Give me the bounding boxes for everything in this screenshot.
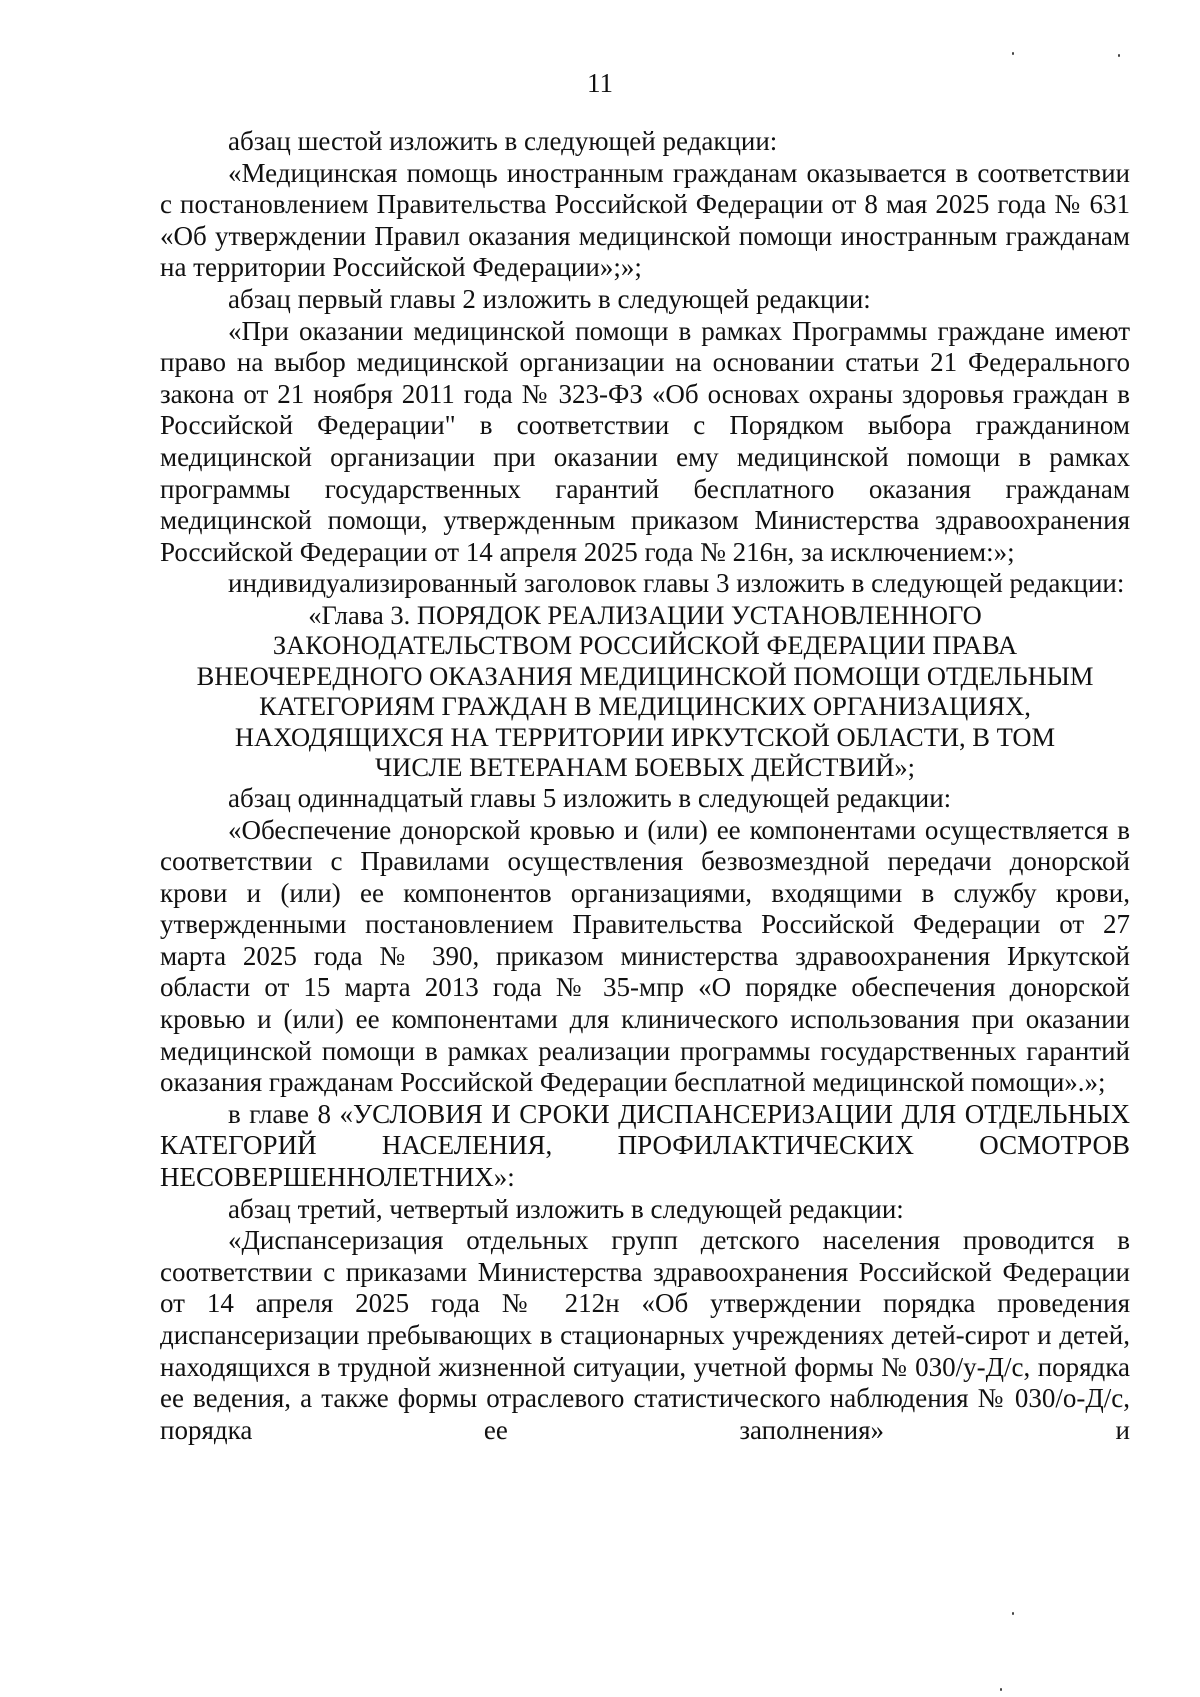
heading-line: КАТЕГОРИЯМ ГРАЖДАН В МЕДИЦИНСКИХ ОРГАНИЗАЦИЯХ, [259, 691, 1031, 722]
heading-line: ЧИСЛЕ ВЕТЕРАНАМ БОЕВЫХ ДЕЙСТВИЙ»; [374, 752, 916, 783]
paragraph: индивидуализированный заголовок главы 3 изложить в следующей редакции: [228, 568, 1125, 599]
heading-line: ЗАКОНОДАТЕЛЬСТВОМ РОССИЙСКОЙ ФЕДЕРАЦИИ ПРАВА [272, 630, 1018, 661]
heading-line: «Глава 3. ПОРЯДОК РЕАЛИЗАЦИИ УСТАНОВЛЕННОГО [308, 599, 982, 630]
paragraph: абзац первый главы 2 изложить в следующей редакции: [228, 283, 871, 314]
scan-speck [1012, 52, 1014, 55]
page-number: 11 [587, 68, 613, 98]
paragraph: «Медицинская помощь иностранным гражданам оказывается в соответствии с постановлением Правительства Российской Федерации от 8 мая 2025 года № 631 «Об утверждении Правил оказания медицинской помощи иностранным гражданам на территории Российской Федерации»;»; [160, 157, 1130, 283]
paragraph: «Диспансеризация отдельных групп детского населения проводится в соответствии с приказами Министерства здравоохранения Российской Федерации от 14 апреля 2025 года № 212н «Об утверждении порядка проведения диспансеризации пребывающих в стационарных учреждениях детей-сирот и детей, находящихся в трудной жизненной ситуации, учетной формы № 030/у-Д/с, порядка ее ведения, а также формы отраслевого статистического наблюдения № 030/о-Д/с, порядка ее заполнения» и [160, 1225, 1130, 1445]
chapter-3-heading [160, 600, 1130, 783]
paragraph: абзац третий, четвертый изложить в следующей редакции: [228, 1193, 904, 1224]
paragraph: «Обеспечение донорской кровью и (или) ее компонентами осуществляется в соответствии с Правилами осуществления безвозмездной передачи донорской крови и (или) ее компонентов организациями, входящими в службу крови, утвержденными постановлением Правительства Российской Федерации от 27 марта 2025 года № 390, приказом министерства здравоохранения Иркутской области от 15 марта 2013 года № 35-мпр «О порядке обеспечения донорской кровью и (или) ее компонентами для клинического использования при оказании медицинской помощи в рамках реализации программы государственных гарантий оказания гражданам Российской Федерации бесплатной медицинской помощи».»; [160, 814, 1130, 1098]
paragraph: «При оказании медицинской помощи в рамках Программы граждане имеют право на выбор медицинской организации на основании статьи 21 Федерального закона от 21 ноября 2011 года № 323-ФЗ «Об основах охраны здоровья граждан в Российской Федерации" в соответствии с Порядком выбора гражданином медицинской организации при оказании ему медицинской помощи в рамках программы государственных гарантий бесплатного оказания гражданам медицинской помощи, утвержденным приказом Министерства здравоохранения Российской Федерации от 14 апреля 2025 года № 216н, за исключением:»; [160, 315, 1130, 567]
paragraph: абзац одиннадцатый главы 5 изложить в следующей редакции: [228, 782, 952, 813]
paragraph: абзац шестой изложить в следующей редакции: [228, 126, 778, 156]
document-body [160, 126, 1130, 1446]
heading-line: НАХОДЯЩИХСЯ НА ТЕРРИТОРИИ ИРКУТСКОЙ ОБЛАСТИ, В ТОМ [234, 721, 1056, 752]
scan-speck [1118, 54, 1120, 57]
paragraph: в главе 8 «УСЛОВИЯ И СРОКИ ДИСПАНСЕРИЗАЦИИ ДЛЯ ОТДЕЛЬНЫХ КАТЕГОРИЙ НАСЕЛЕНИЯ, ПРОФИЛАКТИЧЕСКИХ ОСМОТРОВ НЕСОВЕРШЕННОЛЕТНИХ»: [160, 1098, 1130, 1193]
heading-line: ВНЕОЧЕРЕДНОГО ОКАЗАНИЯ МЕДИЦИНСКОЙ ПОМОЩИ ОТДЕЛЬНЫМ [196, 660, 1094, 691]
scan-speck [1012, 1612, 1014, 1615]
scan-speck [1000, 1688, 1002, 1691]
